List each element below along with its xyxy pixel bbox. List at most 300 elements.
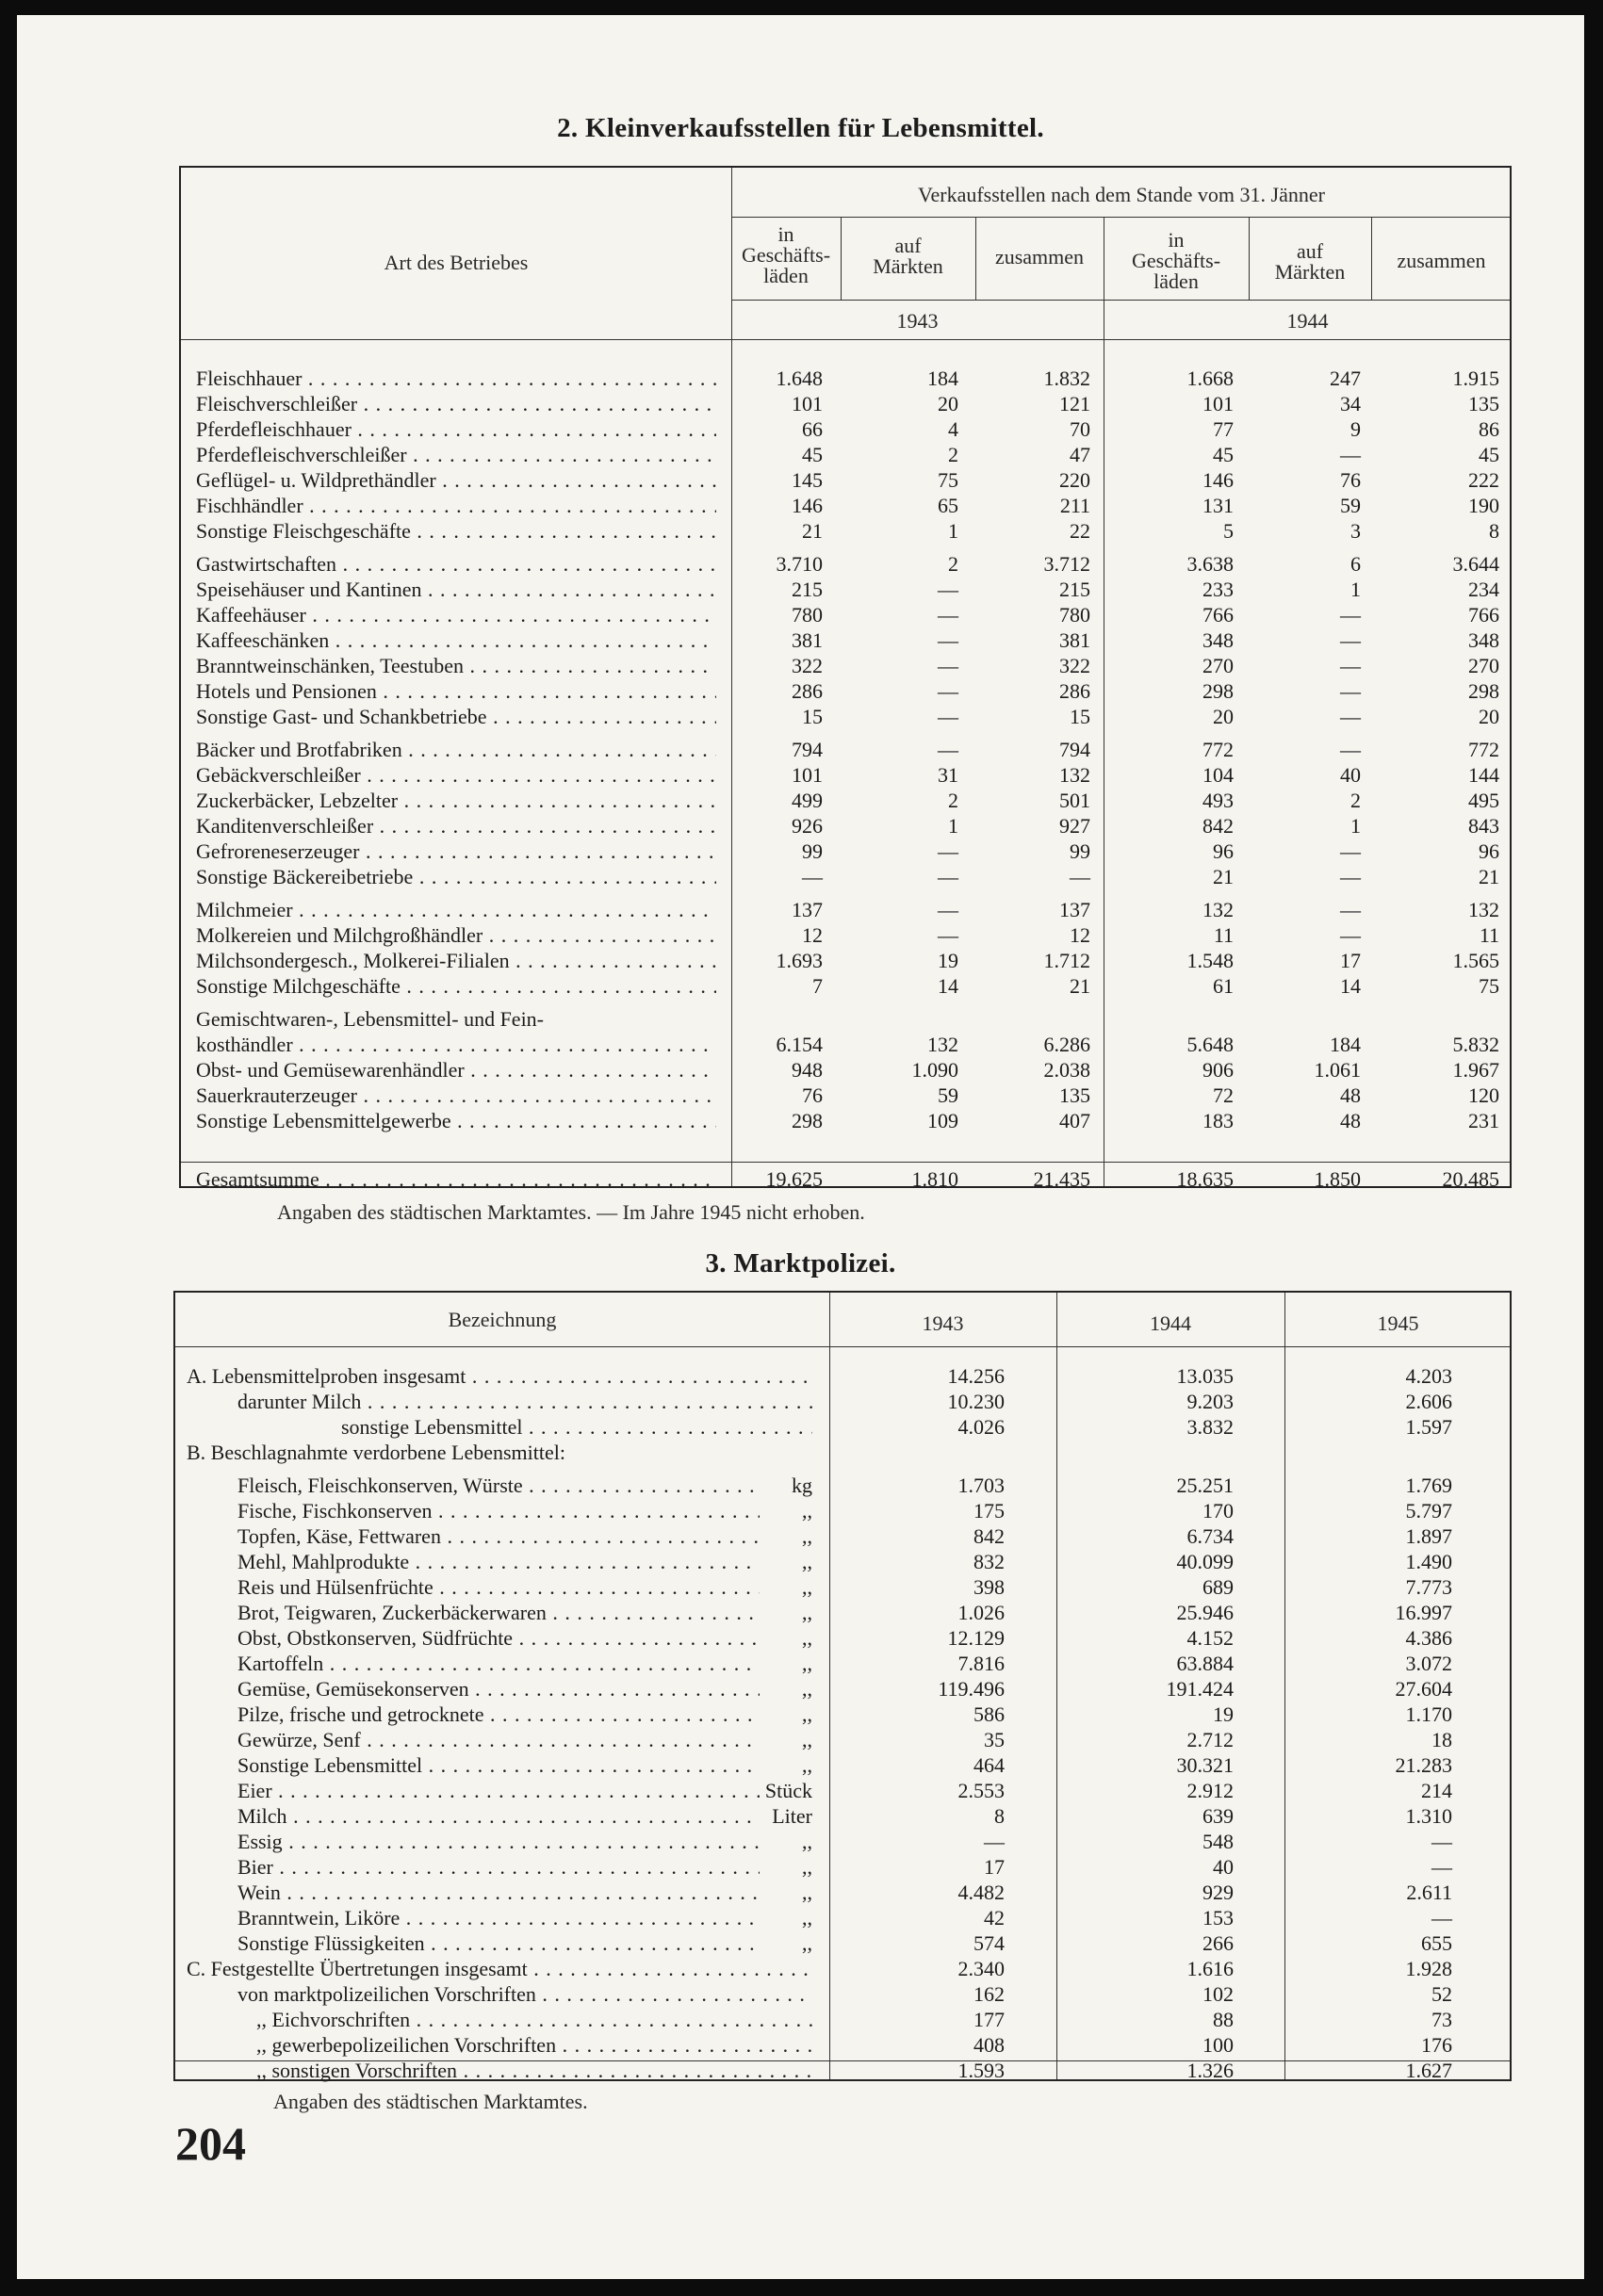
- row-value: 170: [1202, 1499, 1234, 1523]
- row-value: 131: [1202, 494, 1234, 517]
- row-value: 2.553: [957, 1779, 1005, 1802]
- row-value: 215: [792, 578, 823, 601]
- row-value: 52: [1431, 1982, 1452, 2006]
- row-unit: kg: [792, 1474, 812, 1497]
- row-value: 1.061: [1314, 1058, 1361, 1082]
- row-value: 348: [1468, 628, 1499, 652]
- table-row: [175, 1600, 1510, 1625]
- row-value: —: [1340, 923, 1361, 947]
- row-label: Bier . . .: [237, 1854, 760, 1880]
- row-value: 501: [1059, 789, 1090, 812]
- row-value: 247: [1330, 366, 1361, 390]
- row-value: 99: [1070, 839, 1090, 863]
- row-value: 772: [1468, 738, 1499, 761]
- table1: [179, 166, 1512, 1191]
- row-value: 215: [1059, 578, 1090, 601]
- row-label: Sonstige Milchgeschäfte . . .: [196, 973, 716, 999]
- row-value: 2: [948, 789, 958, 812]
- page-number: 204: [175, 2117, 246, 2170]
- row-value: 832: [973, 1550, 1005, 1573]
- row-value: 73: [1431, 2008, 1452, 2031]
- table-row: [175, 1905, 1510, 1930]
- row-value: 842: [1202, 814, 1234, 838]
- row-value: 948: [792, 1058, 823, 1082]
- row-value: 12.129: [947, 1626, 1005, 1650]
- table-row: [175, 1930, 1510, 1956]
- table-row: [181, 1108, 1510, 1133]
- table-row: [181, 922, 1510, 948]
- table-row: [175, 2058, 1510, 2083]
- row-value: 398: [973, 1575, 1005, 1599]
- header-geschaefts: Geschäfts-: [741, 243, 831, 267]
- row-value: 211: [1059, 494, 1090, 517]
- table1-note: Angaben des städtischen Marktamtes. — Im Jahre 1945 nicht erhoben.: [277, 1200, 865, 1224]
- row-value: 6.734: [1186, 1524, 1234, 1548]
- table2-note: Angaben des städtischen Marktamtes.: [273, 2090, 588, 2113]
- row-value: 3.644: [1452, 552, 1499, 576]
- header-year-1943: 1943: [896, 309, 939, 333]
- row-value: 381: [792, 628, 823, 652]
- row-label: Molkereien und Milchgroßhändler . . .: [196, 922, 716, 948]
- table-row: [175, 1523, 1510, 1549]
- row-value: 18.635: [1176, 1167, 1234, 1191]
- row-value: 45: [1213, 443, 1234, 466]
- table-row: [181, 678, 1510, 704]
- row-value: 381: [1059, 628, 1090, 652]
- header-zusammen: zusammen: [994, 245, 1085, 269]
- divider: [181, 339, 1510, 340]
- row-value: —: [1340, 898, 1361, 921]
- row-label: Branntwein, Liköre . . .: [237, 1905, 760, 1930]
- table-row: [175, 1956, 1510, 1981]
- row-value: 100: [1202, 2033, 1234, 2057]
- row-value: 34: [1340, 392, 1361, 415]
- table-row: [175, 1829, 1510, 1854]
- row-value: 1.616: [1186, 1957, 1234, 1980]
- row-value: 234: [1468, 578, 1499, 601]
- row-value: —: [1340, 738, 1361, 761]
- table1-title: 2. Kleinverkaufsstellen für Lebensmittel.: [557, 113, 1044, 143]
- row-value: 843: [1468, 814, 1499, 838]
- row-label: ,, Eichvorschriften . . .: [256, 2007, 812, 2032]
- row-value: 655: [1421, 1931, 1452, 1955]
- row-value: 794: [792, 738, 823, 761]
- row-label: Pferdefleischverschleißer . . .: [196, 442, 716, 467]
- row-value: —: [1340, 654, 1361, 677]
- row-unit: ,,: [802, 1601, 812, 1624]
- row-label: Kartoffeln . . .: [237, 1651, 760, 1676]
- row-value: —: [1340, 443, 1361, 466]
- row-value: 40.099: [1176, 1550, 1234, 1573]
- row-value: 548: [1202, 1830, 1234, 1853]
- row-value: 927: [1059, 814, 1090, 838]
- row-value: 298: [1202, 679, 1234, 703]
- table-row: [175, 1803, 1510, 1829]
- row-unit: ,,: [802, 1753, 812, 1777]
- row-label: Pilze, frische und getrocknete . . .: [237, 1702, 760, 1727]
- table-row: [181, 653, 1510, 678]
- row-value: 42: [984, 1906, 1005, 1930]
- row-value: 40: [1213, 1855, 1234, 1879]
- row-label: Sauerkrauterzeuger . . .: [196, 1083, 716, 1108]
- row-value: 144: [1468, 763, 1499, 787]
- table-row: [181, 1166, 1510, 1192]
- row-value: 30.321: [1176, 1753, 1234, 1777]
- table-row: [181, 577, 1510, 602]
- table-row: [175, 1981, 1510, 2007]
- row-value: 65: [938, 494, 958, 517]
- row-label: Gebäckverschleißer . . .: [196, 762, 716, 788]
- row-value: 1.693: [776, 949, 823, 972]
- row-value: —: [1340, 705, 1361, 728]
- row-value: 7.816: [957, 1652, 1005, 1675]
- row-value: —: [1340, 865, 1361, 888]
- row-value: 14: [938, 974, 958, 998]
- row-value: —: [938, 839, 958, 863]
- row-value: 493: [1202, 789, 1234, 812]
- row-label: Kaffeehäuser . . .: [196, 602, 716, 627]
- row-value: 135: [1059, 1083, 1090, 1107]
- row-value: 1.967: [1452, 1058, 1499, 1082]
- row-unit: ,,: [802, 1728, 812, 1751]
- row-label: Sonstige Lebensmittel . . .: [237, 1752, 760, 1778]
- row-value: 184: [1330, 1033, 1361, 1056]
- row-value: —: [938, 603, 958, 627]
- row-value: 76: [1340, 468, 1361, 492]
- row-value: 1.648: [776, 366, 823, 390]
- row-value: 2.340: [957, 1957, 1005, 1980]
- table-row: [181, 864, 1510, 889]
- row-value: —: [1340, 839, 1361, 863]
- row-value: 408: [973, 2033, 1005, 2057]
- row-label: Gefroreneserzeuger . . .: [196, 839, 716, 864]
- table-row: [181, 1083, 1510, 1108]
- row-value: 21: [1070, 974, 1090, 998]
- row-value: 109: [927, 1109, 958, 1132]
- row-value: 3.710: [776, 552, 823, 576]
- table-row: [175, 1549, 1510, 1574]
- header-art: Art des Betriebes: [384, 251, 529, 274]
- row-value: 1.627: [1405, 2059, 1452, 2082]
- row-unit: Liter: [772, 1804, 812, 1828]
- row-value: 45: [802, 443, 823, 466]
- header-in: in: [1168, 228, 1185, 252]
- row-value: 70: [1070, 417, 1090, 441]
- row-value: 25.946: [1176, 1601, 1234, 1624]
- row-value: 17: [1340, 949, 1361, 972]
- row-label: Gastwirtschaften . . .: [196, 551, 716, 577]
- row-value: 266: [1202, 1931, 1234, 1955]
- row-label: Gemischtwaren-, Lebensmittel- und Fein-: [196, 1007, 545, 1031]
- row-value: 13.035: [1176, 1364, 1234, 1388]
- table-row: [175, 1574, 1510, 1600]
- table-row: [181, 627, 1510, 653]
- table-row: [175, 1389, 1510, 1414]
- row-value: 48: [1340, 1109, 1361, 1132]
- row-value: 77: [1213, 417, 1234, 441]
- row-value: 35: [984, 1728, 1005, 1751]
- row-unit: ,,: [802, 1881, 812, 1904]
- row-label: Brot, Teigwaren, Zuckerbäckerwaren . . .: [237, 1600, 760, 1625]
- row-value: 1: [948, 519, 958, 543]
- row-value: 1: [1350, 578, 1361, 601]
- row-value: 5.797: [1405, 1499, 1452, 1523]
- row-value: 9: [1350, 417, 1361, 441]
- table-row: [181, 602, 1510, 627]
- row-value: 7: [812, 974, 823, 998]
- table-row: [175, 1414, 1510, 1440]
- row-value: 11: [1479, 923, 1499, 947]
- header-geschaefts: Geschäfts-: [1131, 249, 1221, 272]
- table-row: [181, 391, 1510, 416]
- header-laeden: läden: [1153, 269, 1199, 293]
- table-row: [175, 1854, 1510, 1880]
- row-value: 286: [792, 679, 823, 703]
- row-label: ,, sonstigen Vorschriften . . .: [256, 2058, 812, 2083]
- row-unit: ,,: [802, 1575, 812, 1599]
- row-label: Fleisch, Fleischkonserven, Würste . . .: [237, 1473, 760, 1498]
- row-value: 101: [1202, 392, 1234, 415]
- row-value: 19: [938, 949, 958, 972]
- row-value: 21.283: [1395, 1753, 1452, 1777]
- row-value: 842: [973, 1524, 1005, 1548]
- row-value: —: [938, 705, 958, 728]
- row-unit: ,,: [802, 1830, 812, 1853]
- table-row: [181, 1006, 1510, 1032]
- row-unit: Stück: [764, 1779, 812, 1802]
- row-label: Speisehäuser und Kantinen . . .: [196, 577, 716, 602]
- header-auf: auf: [1296, 239, 1324, 263]
- row-value: 1.593: [957, 2059, 1005, 2082]
- row-value: 780: [1059, 603, 1090, 627]
- row-value: 2.912: [1186, 1779, 1234, 1802]
- row-label: A. Lebensmittelproben insgesamt . . .: [187, 1363, 812, 1389]
- row-value: 1: [948, 814, 958, 838]
- row-value: 96: [1479, 839, 1499, 863]
- row-value: 48: [1340, 1083, 1361, 1107]
- row-value: 119.496: [938, 1677, 1005, 1701]
- row-value: 6.154: [776, 1033, 823, 1056]
- table-row: [181, 366, 1510, 391]
- table-row: [175, 1778, 1510, 1803]
- row-value: 322: [792, 654, 823, 677]
- row-label: Branntweinschänken, Teestuben . . .: [196, 653, 716, 678]
- row-value: 120: [1468, 1083, 1499, 1107]
- row-value: 176: [1421, 2033, 1452, 2057]
- row-value: 3.072: [1405, 1652, 1452, 1675]
- row-value: 59: [1340, 494, 1361, 517]
- row-value: 183: [1202, 1109, 1234, 1132]
- row-value: —: [938, 865, 958, 888]
- row-value: 191.424: [1166, 1677, 1234, 1701]
- row-value: 639: [1202, 1804, 1234, 1828]
- row-value: 574: [973, 1931, 1005, 1955]
- row-value: 137: [1059, 898, 1090, 921]
- row-value: 96: [1213, 839, 1234, 863]
- header-1943: 1943: [922, 1311, 964, 1335]
- row-label: Eier . . .: [237, 1778, 760, 1803]
- row-label: Zuckerbäcker, Lebzelter . . .: [196, 788, 716, 813]
- row-value: 132: [1059, 763, 1090, 787]
- row-value: —: [938, 738, 958, 761]
- row-value: 286: [1059, 679, 1090, 703]
- row-label: Obst, Obstkonserven, Südfrüchte . . .: [237, 1625, 760, 1651]
- row-value: 495: [1468, 789, 1499, 812]
- row-value: 12: [1070, 923, 1090, 947]
- row-value: —: [1070, 865, 1090, 888]
- row-value: 2.606: [1405, 1390, 1452, 1413]
- row-value: —: [1431, 1855, 1452, 1879]
- row-value: 1: [1350, 814, 1361, 838]
- row-value: 7.773: [1405, 1575, 1452, 1599]
- row-unit: ,,: [802, 1626, 812, 1650]
- row-value: —: [938, 654, 958, 677]
- table-row: [181, 813, 1510, 839]
- row-value: 153: [1202, 1906, 1234, 1930]
- row-value: 22: [1070, 519, 1090, 543]
- row-value: 1.548: [1186, 949, 1234, 972]
- row-value: 15: [1070, 705, 1090, 728]
- table-row: [181, 737, 1510, 762]
- row-value: 40: [1340, 763, 1361, 787]
- table-row: [175, 1651, 1510, 1676]
- row-value: 586: [973, 1702, 1005, 1726]
- table-row: [175, 2007, 1510, 2032]
- row-value: 137: [792, 898, 823, 921]
- row-value: 4.386: [1405, 1626, 1452, 1650]
- header-year-1944: 1944: [1286, 309, 1329, 333]
- header-1945: 1945: [1377, 1311, 1419, 1335]
- row-value: 9.203: [1186, 1390, 1234, 1413]
- row-value: 76: [802, 1083, 823, 1107]
- table-row: [181, 467, 1510, 493]
- row-value: 121: [1059, 392, 1090, 415]
- row-value: 6.286: [1043, 1033, 1090, 1056]
- row-value: 190: [1468, 494, 1499, 517]
- row-value: 233: [1202, 578, 1234, 601]
- row-label: Fleischverschleißer . . .: [196, 391, 716, 416]
- table-row: [175, 2032, 1510, 2058]
- row-value: 1.897: [1405, 1524, 1452, 1548]
- row-value: 766: [1468, 603, 1499, 627]
- table-row: [175, 1702, 1510, 1727]
- row-value: 1.170: [1405, 1702, 1452, 1726]
- row-value: 689: [1202, 1575, 1234, 1599]
- row-value: 1.769: [1405, 1474, 1452, 1497]
- row-value: 18: [1431, 1728, 1452, 1751]
- row-value: 101: [792, 392, 823, 415]
- row-value: 766: [1202, 603, 1234, 627]
- row-label: Topfen, Käse, Fettwaren . . .: [237, 1523, 760, 1549]
- row-label: Geflügel- u. Wildprethändler . . .: [196, 467, 716, 493]
- row-label: Sonstige Gast- und Schankbetriebe . . .: [196, 704, 716, 729]
- table-row: [181, 839, 1510, 864]
- table2-title: 3. Marktpolizei.: [705, 1248, 896, 1278]
- row-value: 926: [792, 814, 823, 838]
- row-value: 1.565: [1452, 949, 1499, 972]
- table-row: [181, 551, 1510, 577]
- row-value: 14.256: [947, 1364, 1005, 1388]
- row-label: kosthändler . . .: [196, 1032, 716, 1057]
- row-value: 1.850: [1314, 1167, 1361, 1191]
- row-label: Sonstige Bäckereibetriebe . . .: [196, 864, 716, 889]
- row-value: 407: [1059, 1109, 1090, 1132]
- table-row: [181, 442, 1510, 467]
- header-1944: 1944: [1150, 1311, 1191, 1335]
- row-value: 270: [1202, 654, 1234, 677]
- row-value: 499: [792, 789, 823, 812]
- table-row: [181, 788, 1510, 813]
- table-row: [175, 1625, 1510, 1651]
- row-value: 146: [792, 494, 823, 517]
- table-row: [175, 1363, 1510, 1389]
- row-value: 17: [984, 1855, 1005, 1879]
- row-value: 47: [1070, 443, 1090, 466]
- row-label: Milchmeier . . .: [196, 897, 716, 922]
- row-label: Obst- und Gemüsewarenhändler . . .: [196, 1057, 716, 1083]
- row-label: B. Beschlagnahmte verdorbene Lebensmittel:: [187, 1441, 565, 1464]
- row-value: 270: [1468, 654, 1499, 677]
- divider: [181, 1162, 1510, 1163]
- row-unit: ,,: [802, 1702, 812, 1726]
- row-label: Hotels und Pensionen . . .: [196, 678, 716, 704]
- row-value: 1.597: [1405, 1415, 1452, 1439]
- row-value: 348: [1202, 628, 1234, 652]
- row-value: 20: [1479, 705, 1499, 728]
- row-label: Kaffeeschänken . . .: [196, 627, 716, 653]
- row-value: 772: [1202, 738, 1234, 761]
- row-value: 19.625: [765, 1167, 823, 1191]
- row-value: —: [1431, 1830, 1452, 1853]
- row-value: 11: [1213, 923, 1234, 947]
- row-label: Essig . . .: [237, 1829, 760, 1854]
- table-row: [175, 1498, 1510, 1523]
- row-label: von marktpolizeilichen Vorschriften . . .: [237, 1981, 812, 2007]
- row-unit: ,,: [802, 1499, 812, 1523]
- table-row: [181, 1032, 1510, 1057]
- row-label: Gesamtsumme . . .: [196, 1166, 716, 1192]
- row-label: Bäcker und Brotfabriken . . .: [196, 737, 716, 762]
- row-value: 184: [927, 366, 958, 390]
- divider: [731, 217, 1510, 218]
- row-value: 88: [1213, 2008, 1234, 2031]
- table-row: [181, 493, 1510, 518]
- row-value: 780: [792, 603, 823, 627]
- row-value: 8: [994, 1804, 1005, 1828]
- row-value: 135: [1468, 392, 1499, 415]
- header-group: Verkaufsstellen nach dem Stande vom 31. Jänner: [918, 183, 1325, 206]
- table-row: [175, 1880, 1510, 1905]
- row-value: 162: [973, 1982, 1005, 2006]
- row-value: —: [938, 578, 958, 601]
- row-label: Milch . . .: [237, 1803, 760, 1829]
- row-value: 3.638: [1186, 552, 1234, 576]
- row-label: darunter Milch . . .: [237, 1389, 812, 1414]
- row-value: 3.832: [1186, 1415, 1234, 1439]
- row-value: 12: [802, 923, 823, 947]
- row-value: 4: [948, 417, 958, 441]
- row-value: 4.482: [957, 1881, 1005, 1904]
- row-value: —: [938, 923, 958, 947]
- row-value: 177: [973, 2008, 1005, 2031]
- row-label: Pferdefleischhauer . . .: [196, 416, 716, 442]
- row-value: 2.038: [1043, 1058, 1090, 1082]
- row-label: Gemüse, Gemüsekonserven . . .: [237, 1676, 760, 1702]
- row-value: 2: [1350, 789, 1361, 812]
- row-value: 1.928: [1405, 1957, 1452, 1980]
- row-label: ,, gewerbepolizeilichen Vorschriften . . .: [256, 2032, 812, 2058]
- row-value: —: [984, 1830, 1005, 1853]
